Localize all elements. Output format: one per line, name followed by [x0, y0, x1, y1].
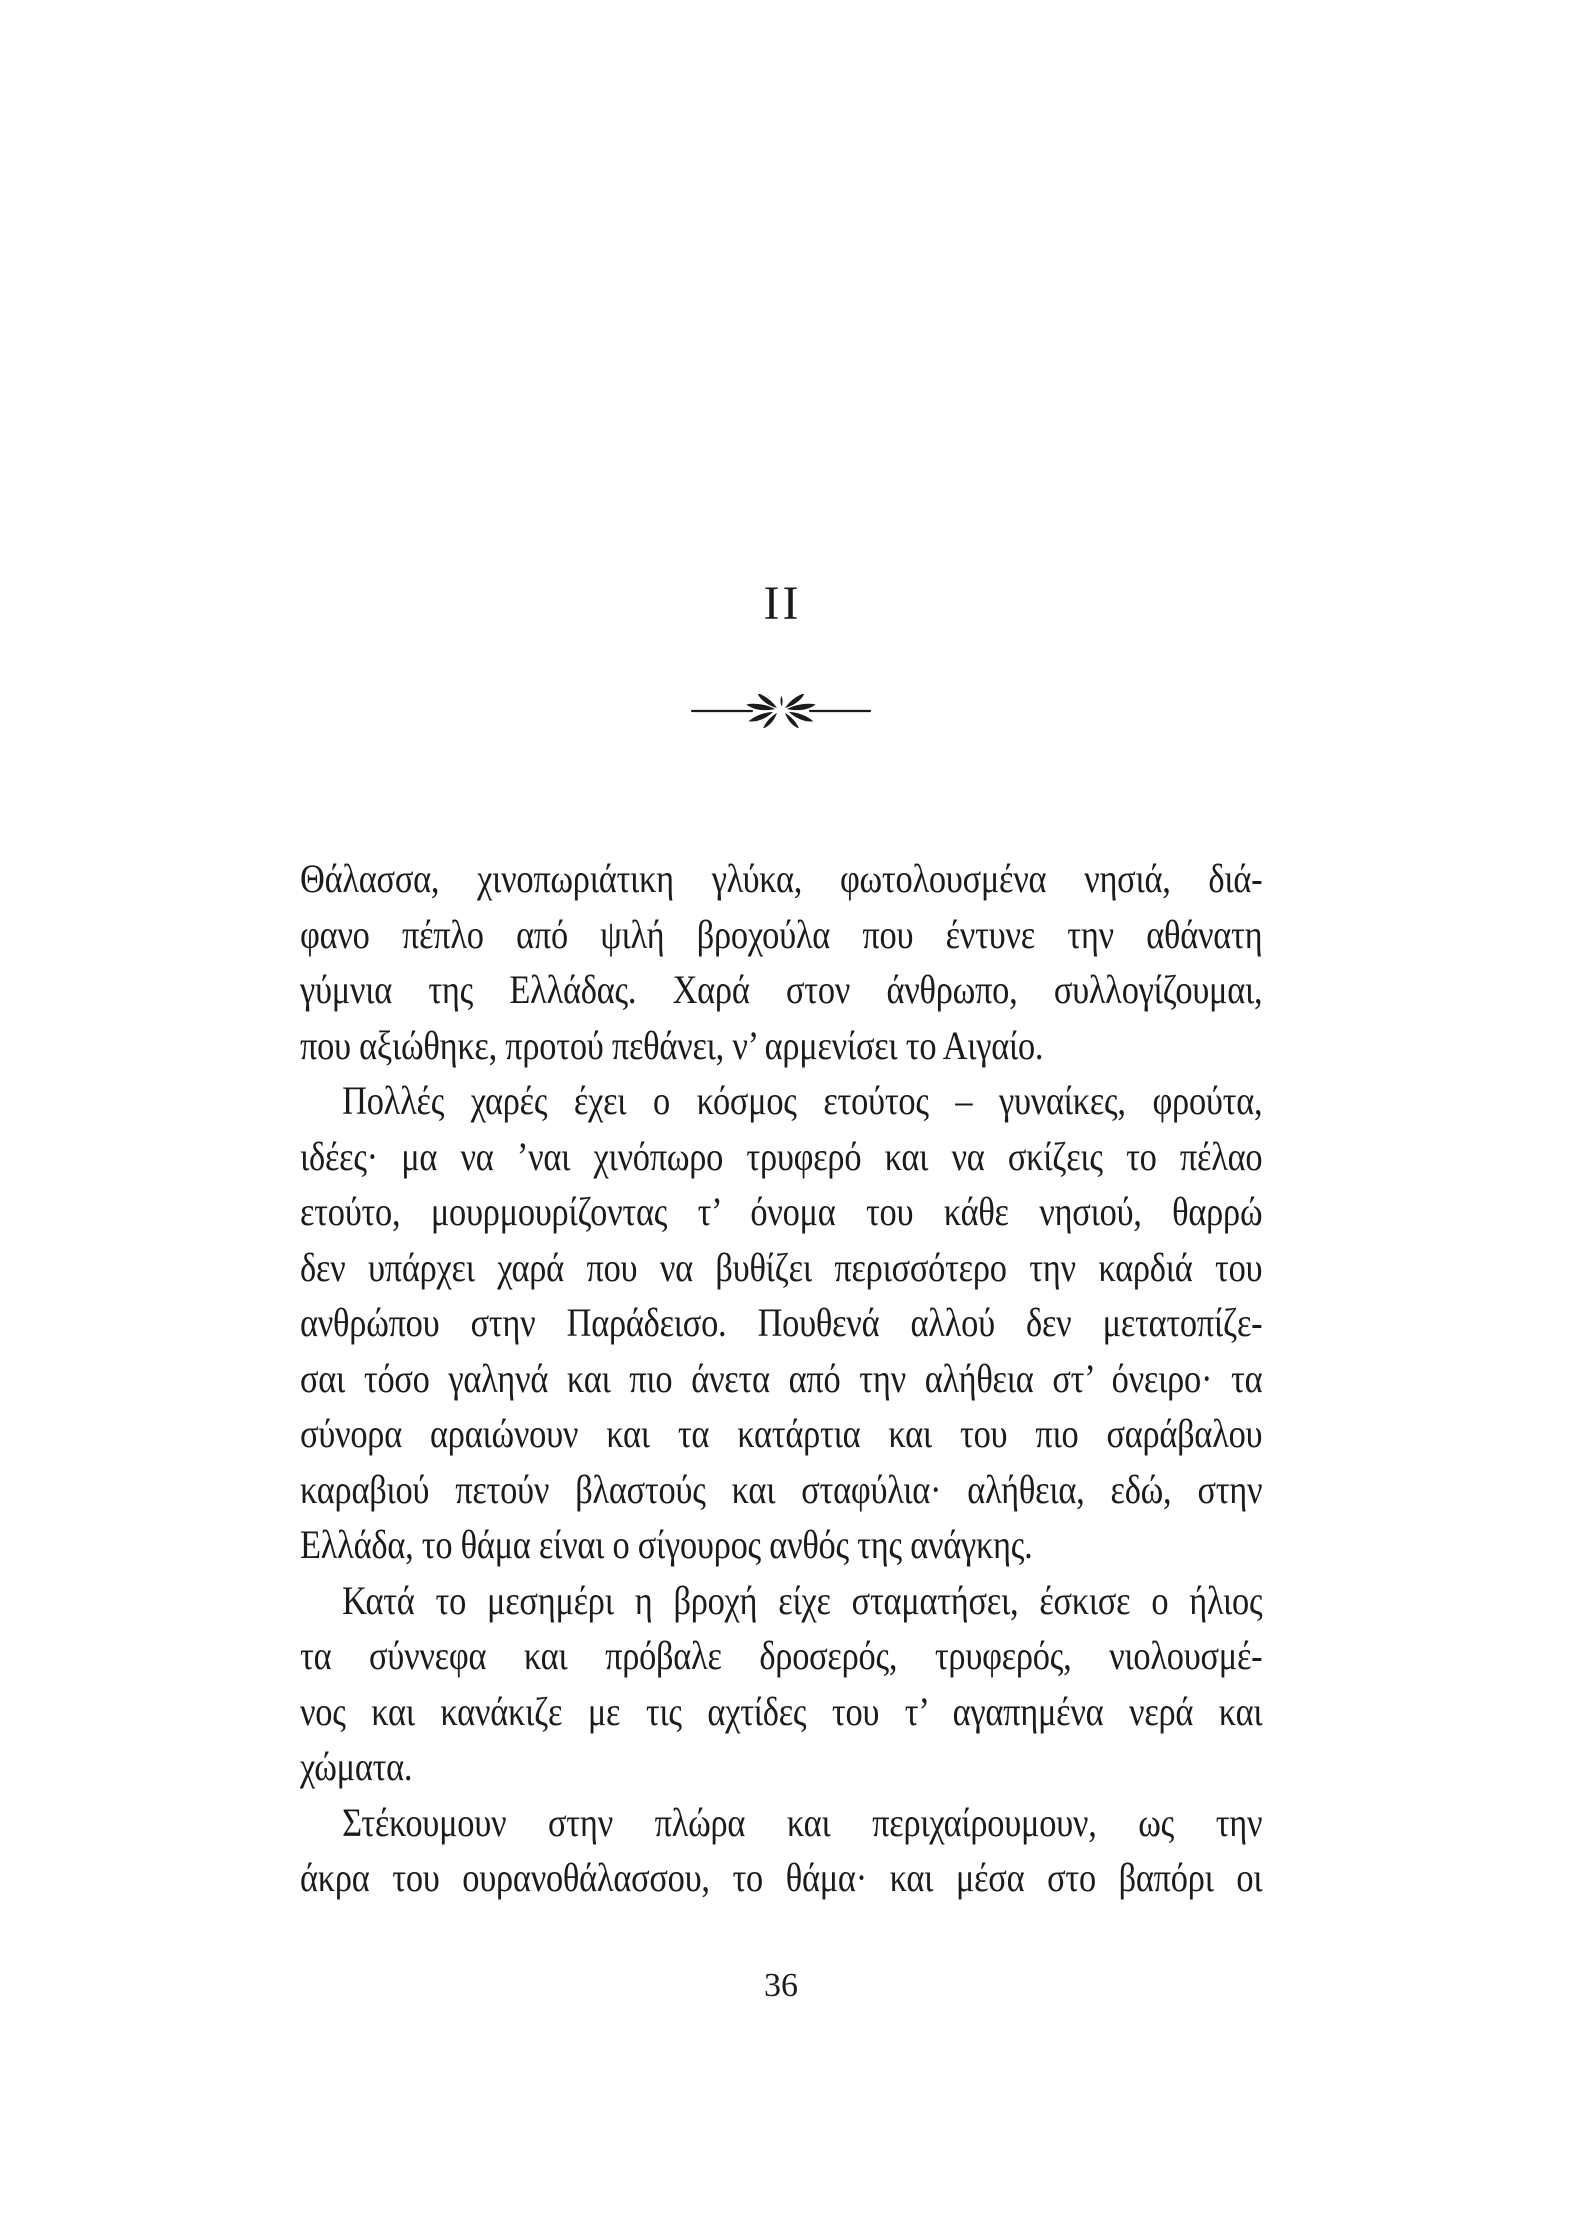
paragraph [300, 1573, 1262, 1795]
text-line: σαι τόσο γαληνά και πιο άνετα από την αλήθεια στ’ όνειρο· τα [300, 1355, 1263, 1401]
text-line: άκρα του ουρανοθάλασσου, το θάμα· και μέσα στο βαπόρι οι [300, 1855, 1263, 1900]
text-line: Ελλάδα, το θάμα είναι ο σίγουρος ανθός της ανάγκης. [300, 1522, 1033, 1567]
text-line: χώματα. [300, 1744, 413, 1789]
text-line: ανθρώπου στην Παράδεισο. Πουθενά αλλού δεν μετατοπίζε- [300, 1300, 1263, 1345]
page-number: 36 [764, 1967, 798, 2004]
chapter-number: II [763, 577, 802, 630]
text-line: νος και κανάκιζε με τις αχτίδες του τ’ αγαπημένα νερά και [300, 1688, 1263, 1734]
paragraph [300, 851, 1262, 1073]
text-line: δεν υπάρχει χαρά που να βυθίζει περισσότερο την καρδιά του [300, 1244, 1263, 1290]
text-line: Θάλασσα, χινοπωριάτικη γλύκα, φωτολουσμένα νησιά, διά- [300, 856, 1263, 901]
text-line: γύμνια της Ελλάδας. Χαρά στον άνθρωπο, συλλογίζουμαι, [300, 967, 1263, 1012]
text-line: ετούτο, μουρμουρίζοντας τ’ όνομα του κάθε νησιού, θαρρώ [300, 1189, 1263, 1234]
text-line: φανο πέπλο από ψιλή βροχούλα που έντυνε την αθάνατη [300, 911, 1263, 957]
text-line: Κατά το μεσημέρι η βροχή είχε σταματήσει, έσκισε ο ήλιος [342, 1577, 1263, 1623]
paragraph [300, 1073, 1262, 1573]
text-line: που αξιώθηκε, προτού πεθάνει, ν’ αρμενίσει το Αιγαίο. [300, 1022, 1044, 1068]
text-line: ιδέες· μα να ’ναι χινόπωρο τρυφερό και να σκίζεις το πέλαο [300, 1133, 1263, 1179]
text-line: τα σύννεφα και πρόβαλε δροσερός, τρυφερός, νιολουσμέ- [300, 1633, 1263, 1678]
fleuron-divider-icon [300, 694, 1262, 728]
text-line: Στέκουμουν στην πλώρα και περιχαίρουμουν, ως την [342, 1799, 1263, 1845]
body-text [300, 851, 1262, 1906]
paragraph [300, 1795, 1262, 1906]
text-line: Πολλές χαρές έχει ο κόσμος ετούτος – γυναίκες, φρούτα, [342, 1078, 1263, 1123]
text-line: καραβιού πετούν βλαστούς και σταφύλια· αλήθεια, εδώ, στην [300, 1466, 1263, 1512]
text-line: σύνορα αραιώνουν και τα κατάρτια και του πιο σαράβαλου [300, 1411, 1263, 1456]
